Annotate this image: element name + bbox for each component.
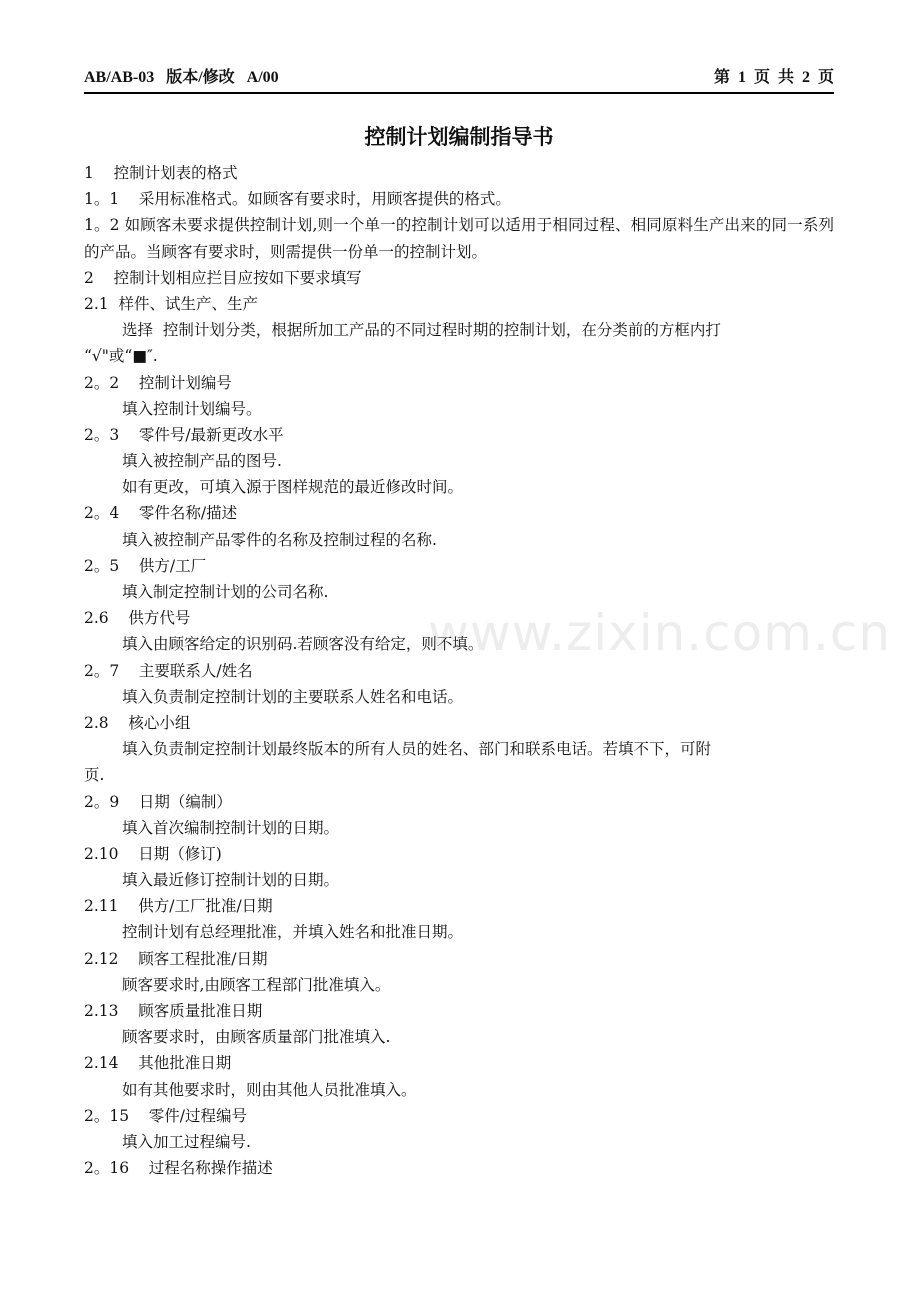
clause-2-1-heading: 2.1 样件、试生产、生产 bbox=[84, 294, 259, 313]
clause-2-7-heading: 2。7 主要联系人/姓名 bbox=[84, 661, 253, 680]
clause-2-8-text-cont: 页. bbox=[84, 766, 105, 785]
clause-2-3-heading: 2。3 零件号/最新更改水平 bbox=[84, 425, 284, 444]
clause-2-11-text: 控制计划有总经理批准，并填入姓名和批准日期。 bbox=[122, 923, 464, 942]
clause-2-14-text: 如有其他要求时，则由其他人员批准填入。 bbox=[122, 1080, 417, 1099]
watermark: www.zixin.com.cn bbox=[428, 604, 892, 662]
clause-2-8-text: 填入负责制定控制计划最终版本的所有人员的姓名、部门和联系电话。若填不下，可附 bbox=[122, 740, 712, 759]
clause-2-2-text: 填入控制计划编号。 bbox=[122, 399, 262, 418]
document-title: 控制计划编制指导书 bbox=[364, 125, 554, 149]
document-body bbox=[84, 160, 834, 1181]
clause-2-9-heading: 2。9 日期（编制） bbox=[84, 792, 232, 811]
clause-2-10-text: 填入最近修订控制计划的日期。 bbox=[122, 871, 340, 890]
clause-2-13-heading: 2.13 顾客质量批准日期 bbox=[84, 1002, 263, 1021]
clause-2-1-text-cont: “√"或“■″. bbox=[84, 347, 158, 366]
clause-1-1: 1。1 采用标准格式。如顾客有要求时，用顾客提供的格式。 bbox=[84, 190, 511, 209]
document-code: AB/AB-03 版本/修改 A/00 bbox=[84, 69, 279, 86]
clause-2-12-heading: 2.12 顾客工程批准/日期 bbox=[84, 949, 268, 968]
clause-1-2: 1。2 如顾客未要求提供控制计划,则一个单一的控制计划可以适用于相同过程、相同原料生产出来的同一系列的产品。当顾客有要求时，则需提供一份单一的控制计划。 bbox=[84, 216, 834, 261]
clause-2-16-heading: 2。16 过程名称操作描述 bbox=[84, 1159, 273, 1178]
clause-2-12-text: 顾客要求时,由顾客工程部门批准填入。 bbox=[122, 975, 391, 994]
section-heading-1: 1 控制计划表的格式 bbox=[84, 164, 238, 182]
clause-2-3-text: 填入被控制产品的图号. bbox=[122, 452, 282, 471]
clause-2-14-heading: 2.14 其他批准日期 bbox=[84, 1054, 232, 1073]
page-number: 第 1 页 共 2 页 bbox=[713, 69, 834, 86]
clause-2-11-heading: 2.11 供方/工厂批准/日期 bbox=[84, 897, 273, 916]
clause-2-5-text: 填入制定控制计划的公司名称. bbox=[122, 583, 329, 602]
clause-2-15-heading: 2。15 零件/过程编号 bbox=[84, 1106, 248, 1125]
clause-2-3-text-2: 如有更改，可填入源于图样规范的最近修改时间。 bbox=[122, 478, 464, 497]
clause-2-13-text: 顾客要求时，由顾客质量部门批准填入. bbox=[122, 1028, 391, 1047]
page-header bbox=[84, 66, 834, 94]
clause-2-7-text: 填入负责制定控制计划的主要联系人姓名和电话。 bbox=[122, 687, 464, 706]
clause-2-6-text: 填入由顾客给定的识别码.若顾客没有给定，则不填。 bbox=[122, 635, 484, 654]
clause-2-5-heading: 2。5 供方/工厂 bbox=[84, 556, 207, 575]
clause-2-4-text: 填入被控制产品零件的名称及控制过程的名称. bbox=[122, 530, 437, 549]
clause-2-8-heading: 2.8 核心小组 bbox=[84, 713, 191, 732]
clause-2-6-heading: 2.6 供方代号 bbox=[84, 609, 191, 628]
clause-2-10-heading: 2.10 日期（修订) bbox=[84, 844, 222, 863]
clause-2-9-text: 填入首次编制控制计划的日期。 bbox=[122, 818, 340, 837]
clause-2-2-heading: 2。2 控制计划编号 bbox=[84, 373, 232, 392]
clause-2-4-heading: 2。4 零件名称/描述 bbox=[84, 504, 238, 523]
clause-2-15-text: 填入加工过程编号. bbox=[122, 1132, 251, 1151]
section-heading-2: 2 控制计划相应拦目应按如下要求填写 bbox=[84, 268, 362, 287]
clause-2-1-text: 选择 控制计划分类，根据所加工产品的不同过程时期的控制计划，在分类前的方框内打 bbox=[122, 321, 721, 340]
